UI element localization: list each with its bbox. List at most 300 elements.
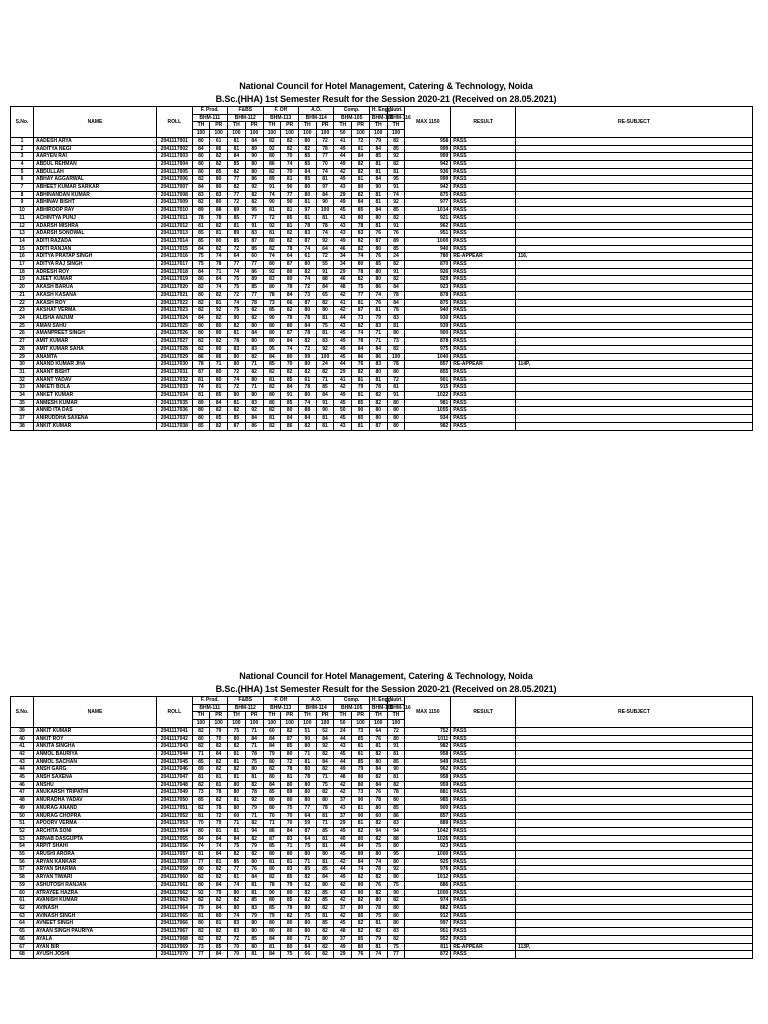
cell-marks: 79 xyxy=(281,881,299,889)
cell-total: 999 xyxy=(405,145,451,153)
cell-result: PASS xyxy=(451,858,516,866)
cell-resubject xyxy=(515,345,752,353)
cell-name: AMAN SAHU xyxy=(33,322,156,330)
header-max-marks: 100 xyxy=(192,130,210,138)
cell-marks: 71 xyxy=(298,935,316,943)
cell-sno: 9 xyxy=(11,199,34,207)
cell-marks: 90 xyxy=(298,735,316,743)
cell-marks: 75 xyxy=(192,253,210,261)
cell-roll: 2041117066 xyxy=(157,920,192,928)
cell-marks: 79 xyxy=(245,912,263,920)
cell-marks: 85 xyxy=(316,889,334,897)
cell-sno: 7 xyxy=(11,184,34,192)
cell-marks: 89 xyxy=(263,176,281,184)
header-sno: S.No. xyxy=(11,697,34,728)
cell-marks: 74 xyxy=(210,284,228,292)
cell-marks: 81 xyxy=(210,384,228,392)
cell-name: ATRAYEE HAZRA xyxy=(33,889,156,897)
table-row xyxy=(11,160,753,168)
cell-marks: 84 xyxy=(263,781,281,789)
header-max-marks: 100 xyxy=(263,720,281,728)
cell-roll: 2041117042 xyxy=(157,735,192,743)
header-max-marks: 100 xyxy=(316,130,334,138)
cell-marks: 87 xyxy=(298,827,316,835)
cell-marks: 82 xyxy=(263,368,281,376)
cell-resubject: 116, xyxy=(515,253,752,261)
cell-name: ANURADHA YADAV xyxy=(33,797,156,805)
cell-name: AJEET KUMAR xyxy=(33,276,156,284)
cell-name: AKSHAT VERMA xyxy=(33,307,156,315)
header-th-pr: TH xyxy=(298,122,316,130)
cell-roll: 2041117047 xyxy=(157,774,192,782)
cell-marks: 77 xyxy=(228,261,246,269)
header-subject-group: F. Prod. xyxy=(192,697,227,705)
cell-result: PASS xyxy=(451,422,516,430)
cell-marks: 90 xyxy=(352,812,370,820)
table-row xyxy=(11,168,753,176)
cell-marks: 85 xyxy=(298,160,316,168)
cell-marks: 80 xyxy=(281,928,299,936)
cell-total: 889 xyxy=(405,820,451,828)
cell-marks: 84 xyxy=(245,137,263,145)
cell-marks: 80 xyxy=(387,407,405,415)
table-row xyxy=(11,214,753,222)
cell-result: PASS xyxy=(451,207,516,215)
cell-marks: 85 xyxy=(352,399,370,407)
cell-name: AMANPREET SINGH xyxy=(33,330,156,338)
cell-roll: 2041117025 xyxy=(157,322,192,330)
cell-name: ABHAY AGGARWAL xyxy=(33,176,156,184)
cell-marks: 91 xyxy=(245,222,263,230)
cell-marks: 79 xyxy=(245,843,263,851)
cell-sno: 55 xyxy=(11,851,34,859)
cell-marks: 80 xyxy=(387,874,405,882)
header-max-marks: 100 xyxy=(263,130,281,138)
cell-sno: 30 xyxy=(11,361,34,369)
table-row xyxy=(11,384,753,392)
cell-total: 942 xyxy=(405,184,451,192)
cell-marks: 86 xyxy=(210,353,228,361)
cell-marks: 85 xyxy=(352,912,370,920)
cell-marks: 80 xyxy=(369,415,387,423)
cell-marks: 82 xyxy=(228,851,246,859)
cell-marks: 75 xyxy=(298,843,316,851)
cell-total: 982 xyxy=(405,422,451,430)
cell-marks: 79 xyxy=(263,912,281,920)
cell-marks: 80 xyxy=(192,415,210,423)
cell-resubject: 114P, xyxy=(515,361,752,369)
cell-marks: 85 xyxy=(228,415,246,423)
cell-marks: 82 xyxy=(369,392,387,400)
cell-marks: 85 xyxy=(281,743,299,751)
cell-name: ADITI RANJAN xyxy=(33,245,156,253)
cell-total: 915 xyxy=(405,384,451,392)
cell-marks: 75 xyxy=(281,951,299,959)
cell-name: ANAMTA xyxy=(33,353,156,361)
cell-marks: 80 xyxy=(352,781,370,789)
cell-total: 1000 xyxy=(405,851,451,859)
header-th-pr: TH xyxy=(192,712,210,720)
cell-marks: 71 xyxy=(245,727,263,735)
cell-resubject xyxy=(515,214,752,222)
cell-marks: 80 xyxy=(298,361,316,369)
cell-marks: 79 xyxy=(369,314,387,322)
header-subject-group: Comp. xyxy=(334,107,369,115)
cell-roll: 2041117038 xyxy=(157,422,192,430)
cell-marks: 76 xyxy=(369,735,387,743)
cell-marks: 44 xyxy=(334,153,352,161)
header-max-marks: 100 xyxy=(281,720,299,728)
cell-sno: 49 xyxy=(11,804,34,812)
header-max-marks: 100 xyxy=(281,130,299,138)
header-max-marks: 100 xyxy=(298,720,316,728)
cell-marks: 70 xyxy=(281,361,299,369)
cell-marks: 29 xyxy=(334,191,352,199)
cell-marks: 82 xyxy=(281,237,299,245)
header-subject-group: H. Engg. xyxy=(369,107,387,115)
cell-marks: 77 xyxy=(352,291,370,299)
cell-marks: 84 xyxy=(387,284,405,292)
cell-marks: 84 xyxy=(369,781,387,789)
cell-result: PASS xyxy=(451,812,516,820)
cell-total: 881 xyxy=(405,789,451,797)
cell-marks: 82 xyxy=(210,222,228,230)
header-name: NAME xyxy=(33,107,156,138)
cell-marks: 80 xyxy=(210,345,228,353)
cell-marks: 82 xyxy=(245,314,263,322)
cell-marks: 82 xyxy=(210,935,228,943)
cell-result: PASS xyxy=(451,827,516,835)
cell-total: 1011 xyxy=(405,735,451,743)
header-subject-code: BHM-114 xyxy=(298,114,333,122)
cell-marks: 81 xyxy=(298,214,316,222)
table-row xyxy=(11,345,753,353)
cell-total: 936 xyxy=(405,168,451,176)
table-row xyxy=(11,284,753,292)
cell-total: 870 xyxy=(405,261,451,269)
cell-marks: 77 xyxy=(192,951,210,959)
cell-sno: 54 xyxy=(11,843,34,851)
cell-marks: 78 xyxy=(352,222,370,230)
cell-name: ARCHITA SONI xyxy=(33,827,156,835)
cell-marks: 89 xyxy=(245,145,263,153)
cell-sno: 41 xyxy=(11,743,34,751)
cell-resubject xyxy=(515,415,752,423)
cell-name: ARPIT SHAHI xyxy=(33,843,156,851)
cell-marks: 84 xyxy=(316,735,334,743)
cell-roll: 2041117016 xyxy=(157,253,192,261)
cell-marks: 77 xyxy=(387,951,405,959)
cell-marks: 37 xyxy=(334,904,352,912)
cell-resubject xyxy=(515,330,752,338)
cell-total: 940 xyxy=(405,245,451,253)
cell-marks: 85 xyxy=(281,897,299,905)
cell-name: ABHIROOP RAY xyxy=(33,207,156,215)
cell-marks: 85 xyxy=(298,866,316,874)
cell-marks: 86 xyxy=(263,827,281,835)
cell-marks: 90 xyxy=(369,184,387,192)
table-row xyxy=(11,851,753,859)
cell-marks: 70 xyxy=(281,820,299,828)
cell-total: 1000 xyxy=(405,237,451,245)
cell-marks: 85 xyxy=(245,897,263,905)
cell-result: PASS xyxy=(451,881,516,889)
cell-sno: 26 xyxy=(11,330,34,338)
cell-resubject xyxy=(515,797,752,805)
cell-result: RE-APPEAR xyxy=(451,361,516,369)
cell-marks: 72 xyxy=(387,376,405,384)
cell-result: PASS xyxy=(451,797,516,805)
cell-marks: 85 xyxy=(245,935,263,943)
cell-sno: 16 xyxy=(11,253,34,261)
cell-marks: 81 xyxy=(369,743,387,751)
table-row xyxy=(11,261,753,269)
cell-marks: 80 xyxy=(263,851,281,859)
header-subject-group: A.O. xyxy=(298,697,333,705)
cell-name: ANMOL BAURIYA xyxy=(33,750,156,758)
cell-marks: 80 xyxy=(369,245,387,253)
cell-marks: 78 xyxy=(387,361,405,369)
cell-marks: 71 xyxy=(316,820,334,828)
cell-marks: 75 xyxy=(387,881,405,889)
cell-total: 1040 xyxy=(405,353,451,361)
cell-marks: 80 xyxy=(316,307,334,315)
cell-result: PASS xyxy=(451,843,516,851)
table-row xyxy=(11,897,753,905)
cell-marks: 81 xyxy=(192,222,210,230)
cell-marks: 29 xyxy=(334,368,352,376)
cell-marks: 84 xyxy=(316,392,334,400)
cell-marks: 80 xyxy=(298,137,316,145)
result-sheet-1 xyxy=(10,80,762,431)
cell-name: ADITI RAZADA xyxy=(33,237,156,245)
cell-marks: 82 xyxy=(192,199,210,207)
table-row xyxy=(11,889,753,897)
cell-marks: 78 xyxy=(245,299,263,307)
cell-marks: 43 xyxy=(334,230,352,238)
cell-marks: 82 xyxy=(245,851,263,859)
cell-marks: 92 xyxy=(245,797,263,805)
header-th-pr: TH xyxy=(192,122,210,130)
cell-name: AVNEET SINGH xyxy=(33,920,156,928)
cell-sno: 13 xyxy=(11,230,34,238)
cell-marks: 92 xyxy=(387,153,405,161)
cell-total: 929 xyxy=(405,276,451,284)
cell-marks: 82 xyxy=(192,928,210,936)
cell-marks: 80 xyxy=(352,214,370,222)
cell-marks: 74 xyxy=(369,858,387,866)
cell-marks: 82 xyxy=(263,422,281,430)
cell-marks: 45 xyxy=(334,851,352,859)
cell-marks: 75 xyxy=(228,284,246,292)
cell-roll: 2041117070 xyxy=(157,951,192,959)
cell-marks: 82 xyxy=(245,820,263,828)
cell-total: 923 xyxy=(405,284,451,292)
cell-marks: 78 xyxy=(210,804,228,812)
table-row xyxy=(11,766,753,774)
cell-total: 951 xyxy=(405,230,451,238)
cell-marks: 87 xyxy=(298,237,316,245)
cell-result: PASS xyxy=(451,345,516,353)
cell-roll: 2041117030 xyxy=(157,361,192,369)
cell-marks: 77 xyxy=(245,261,263,269)
cell-resubject xyxy=(515,928,752,936)
cell-marks: 74 xyxy=(352,253,370,261)
cell-marks: 81 xyxy=(352,743,370,751)
cell-name: ABHINAV BISHT xyxy=(33,199,156,207)
cell-resubject xyxy=(515,399,752,407)
cell-marks: 84 xyxy=(352,199,370,207)
cell-marks: 80 xyxy=(263,330,281,338)
cell-name: AKASH KASANA xyxy=(33,291,156,299)
cell-total: 926 xyxy=(405,268,451,276)
cell-marks: 80 xyxy=(369,897,387,905)
cell-marks: 91 xyxy=(387,184,405,192)
cell-marks: 64 xyxy=(228,253,246,261)
header-subject-code: BHM-106 xyxy=(369,114,387,122)
header-max-total: MAX 1150 xyxy=(405,697,451,728)
cell-marks: 78 xyxy=(352,268,370,276)
cell-marks: 78 xyxy=(263,291,281,299)
cell-marks: 82 xyxy=(228,766,246,774)
cell-name: ADITYA RAJ SINGH xyxy=(33,261,156,269)
cell-result: PASS xyxy=(451,820,516,828)
cell-total: 1014 xyxy=(405,207,451,215)
cell-marks: 80 xyxy=(210,330,228,338)
cell-marks: 80 xyxy=(387,415,405,423)
cell-total: 1026 xyxy=(405,835,451,843)
cell-marks: 83 xyxy=(210,191,228,199)
cell-marks: 79 xyxy=(210,727,228,735)
cell-resubject xyxy=(515,422,752,430)
cell-result: PASS xyxy=(451,835,516,843)
cell-marks: 84 xyxy=(245,415,263,423)
cell-roll: 2041117060 xyxy=(157,874,192,882)
header-subject-group: F&BS xyxy=(228,697,263,705)
cell-marks: 78 xyxy=(192,214,210,222)
cell-sno: 8 xyxy=(11,191,34,199)
cell-marks: 60 xyxy=(228,812,246,820)
cell-sno: 44 xyxy=(11,766,34,774)
result-table xyxy=(10,106,753,431)
cell-result: PASS xyxy=(451,874,516,882)
cell-marks: 80 xyxy=(369,276,387,284)
cell-resubject xyxy=(515,160,752,168)
cell-marks: 76 xyxy=(352,361,370,369)
cell-resubject xyxy=(515,951,752,959)
cell-marks: 84 xyxy=(316,284,334,292)
table-row xyxy=(11,943,753,951)
cell-result: PASS xyxy=(451,261,516,269)
cell-marks: 84 xyxy=(192,245,210,253)
cell-marks: 89 xyxy=(387,237,405,245)
cell-marks: 85 xyxy=(210,943,228,951)
cell-marks: 42 xyxy=(334,858,352,866)
cell-roll: 2041117010 xyxy=(157,207,192,215)
cell-marks: 82 xyxy=(316,766,334,774)
cell-marks: 82 xyxy=(228,897,246,905)
cell-marks: 95 xyxy=(245,207,263,215)
cell-result: PASS xyxy=(451,866,516,874)
cell-marks: 42 xyxy=(334,912,352,920)
cell-result: PASS xyxy=(451,338,516,346)
cell-marks: 82 xyxy=(352,160,370,168)
cell-total: 939 xyxy=(405,322,451,330)
cell-marks: 100 xyxy=(316,207,334,215)
cell-total: 952 xyxy=(405,935,451,943)
cell-marks: 82 xyxy=(352,168,370,176)
table-row xyxy=(11,758,753,766)
header-th-pr: PR xyxy=(281,122,299,130)
cell-marks: 81 xyxy=(228,827,246,835)
cell-roll: 2041117019 xyxy=(157,276,192,284)
cell-resubject xyxy=(515,307,752,315)
cell-result: PASS xyxy=(451,284,516,292)
header-subject-code: BHM-114 xyxy=(298,704,333,712)
cell-sno: 23 xyxy=(11,307,34,315)
cell-marks: 91 xyxy=(316,399,334,407)
cell-marks: 92 xyxy=(210,307,228,315)
cell-marks: 82 xyxy=(316,789,334,797)
cell-marks: 82 xyxy=(369,874,387,882)
cell-marks: 85 xyxy=(192,230,210,238)
cell-marks: 80 xyxy=(387,368,405,376)
cell-marks: 81 xyxy=(192,376,210,384)
cell-marks: 70 xyxy=(210,735,228,743)
cell-name: ACHINTYA PUNJ xyxy=(33,214,156,222)
cell-marks: 71 xyxy=(316,774,334,782)
cell-marks: 81 xyxy=(387,750,405,758)
cell-marks: 80 xyxy=(352,904,370,912)
cell-marks: 82 xyxy=(263,137,281,145)
cell-sno: 11 xyxy=(11,214,34,222)
cell-marks: 49 xyxy=(334,345,352,353)
cell-sno: 47 xyxy=(11,789,34,797)
cell-marks: 80 xyxy=(352,184,370,192)
cell-name: ANANT BISHT xyxy=(33,368,156,376)
cell-marks: 80 xyxy=(352,774,370,782)
cell-resubject xyxy=(515,392,752,400)
cell-total: 882 xyxy=(405,904,451,912)
cell-marks: 90 xyxy=(387,766,405,774)
cell-marks: 83 xyxy=(352,230,370,238)
cell-marks: 80 xyxy=(387,797,405,805)
cell-marks: 75 xyxy=(387,943,405,951)
cell-marks: 73 xyxy=(387,338,405,346)
cell-result: PASS xyxy=(451,245,516,253)
cell-marks: 80 xyxy=(245,376,263,384)
cell-marks: 80 xyxy=(281,935,299,943)
cell-name: AVINASH xyxy=(33,904,156,912)
cell-marks: 84 xyxy=(281,415,299,423)
cell-marks: 82 xyxy=(387,935,405,943)
cell-marks: 64 xyxy=(298,835,316,843)
header-subject-group: Nutri. xyxy=(387,107,405,115)
cell-marks: 72 xyxy=(210,812,228,820)
cell-marks: 78 xyxy=(281,904,299,912)
cell-marks: 83 xyxy=(369,322,387,330)
cell-result: PASS xyxy=(451,781,516,789)
cell-marks: 81 xyxy=(228,874,246,882)
cell-resubject xyxy=(515,191,752,199)
cell-sno: 20 xyxy=(11,284,34,292)
cell-marks: 80 xyxy=(387,920,405,928)
cell-marks: 80 xyxy=(263,774,281,782)
cell-name: ANAND KUMAR JHA xyxy=(33,361,156,369)
cell-marks: 83 xyxy=(245,345,263,353)
cell-marks: 72 xyxy=(298,284,316,292)
cell-resubject xyxy=(515,168,752,176)
